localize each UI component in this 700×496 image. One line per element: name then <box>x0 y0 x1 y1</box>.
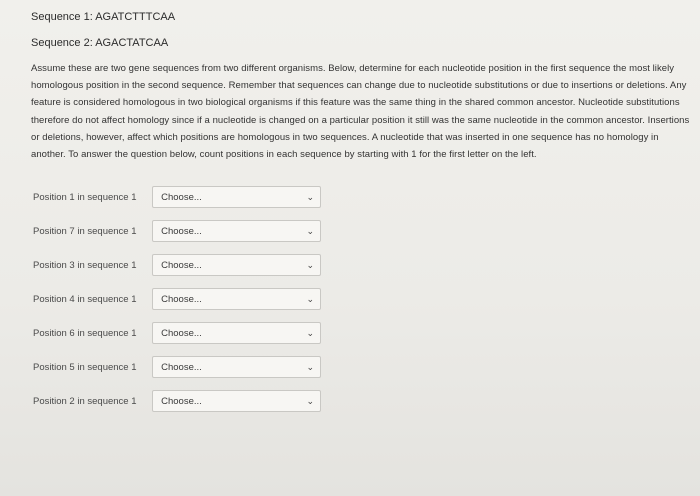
chevron-down-icon: ⌄ <box>306 225 314 236</box>
question-label: Position 6 in sequence 1 <box>33 327 137 339</box>
question-label: Position 4 in sequence 1 <box>33 293 137 305</box>
answer-dropdown[interactable] <box>152 186 321 208</box>
dropdown-value: Choose... <box>161 361 202 373</box>
question-label: Position 5 in sequence 1 <box>33 361 137 373</box>
question-row <box>31 253 321 277</box>
chevron-down-icon: ⌄ <box>306 259 314 270</box>
chevron-down-icon: ⌄ <box>306 191 314 202</box>
sequence-2-text: Sequence 2: AGACTATCAA <box>31 37 169 49</box>
answer-dropdown[interactable] <box>152 254 321 276</box>
answer-dropdown[interactable] <box>152 220 321 242</box>
dropdown-value: Choose... <box>161 225 202 237</box>
question-label: Position 3 in sequence 1 <box>33 259 137 271</box>
dropdown-value: Choose... <box>161 395 202 407</box>
chevron-down-icon: ⌄ <box>306 293 314 304</box>
question-label: Position 7 in sequence 1 <box>33 225 137 237</box>
dropdown-value: Choose... <box>161 191 202 203</box>
question-label: Position 2 in sequence 1 <box>33 395 137 407</box>
sequence-1-text: Sequence 1: AGATCTTTCAA <box>31 11 176 23</box>
question-row <box>31 287 321 311</box>
chevron-down-icon: ⌄ <box>306 395 314 406</box>
question-row <box>31 321 321 345</box>
answer-dropdown[interactable] <box>152 390 321 412</box>
question-row <box>31 219 321 243</box>
question-label: Position 1 in sequence 1 <box>33 191 137 203</box>
answer-dropdown[interactable] <box>152 288 321 310</box>
dropdown-value: Choose... <box>161 293 202 305</box>
question-row <box>31 389 321 413</box>
instructions-paragraph: Assume these are two gene sequences from two different organisms. Below, determine for each nucleotide position in the first sequence the most likely homologous position in the second sequence. Remember that sequences can change due to nucleotide substitutions or due to insertions or deletions. Any feature is considered homologous in two biological organisms if this feature was the same thing in the shared common ancestor. Nucleotide substitutions therefore do not affect homology since if a nucleotide is changed on a particular position it still was the same nucleotide in the common ancestor. Insertions or deletions, however, affect which positions are homologous in two sequences. A nucleotide that was inserted in one sequence has no homology in another. To answer the question below, count positions in each sequence by starting with 1 for the first letter on the left. <box>31 63 690 161</box>
chevron-down-icon: ⌄ <box>306 361 314 372</box>
question-row <box>31 185 321 209</box>
matching-questions <box>31 185 321 413</box>
chevron-down-icon: ⌄ <box>306 327 314 338</box>
answer-dropdown[interactable] <box>152 322 321 344</box>
question-row <box>31 355 321 379</box>
dropdown-value: Choose... <box>161 259 202 271</box>
dropdown-value: Choose... <box>161 327 202 339</box>
answer-dropdown[interactable] <box>152 356 321 378</box>
